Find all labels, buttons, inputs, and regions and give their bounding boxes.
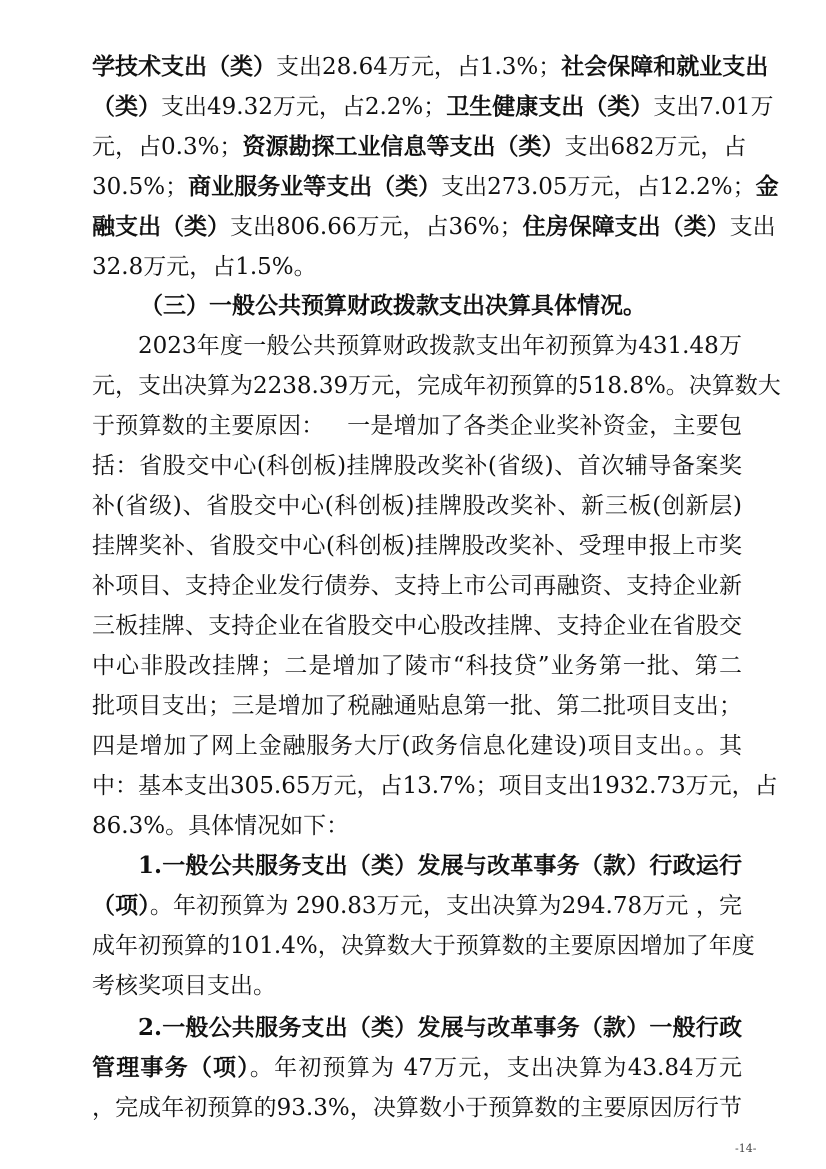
bold-text-run: 商业服务业等支出（类） [188, 173, 442, 200]
paragraph-line: 于预算数的主要原因： 一是增加了各类企业奖补资金，主要包 [92, 413, 742, 439]
paragraph-line: 2023年度一般公共预算财政拨款支出年初预算为431.48万 [138, 333, 742, 359]
page-number: -14- [735, 1142, 757, 1155]
text-run: 支出 [729, 214, 776, 240]
paragraph-line [92, 207, 776, 247]
bold-text-run: 2.一般公共服务支出（类）发展与改革事务（款）一般行政 [138, 1014, 742, 1041]
text-run: 支出7.01万 [653, 94, 774, 120]
text-run: 考核奖项目支出。 [92, 973, 276, 999]
text-run: 。年初预算为 290.83万元，支出决算为294.78万元 ，完 [149, 893, 743, 919]
bold-text-run: 1.一般公共服务支出（类）发展与改革事务（款）行政运行 [138, 852, 742, 879]
bold-text-run: 社会保障和就业支出 [561, 53, 769, 80]
paragraph-line: 批项目支出；三是增加了税融通贴息第一批、第二批项目支出； [92, 693, 742, 719]
paragraph-line: 元，支出决算为2238.39万元，完成年初预算的518.8%。决算数大 [92, 373, 781, 399]
bold-text-run: （类） [92, 93, 161, 120]
text-run: 支出28.64万元，占1.3%； [276, 54, 562, 80]
paragraph-line: 补(省级)、省股交中心(科创板)挂牌股改奖补、新三板(创新层) [92, 493, 742, 519]
text-run: 元，占0.3%； [92, 134, 243, 160]
paragraph-line [92, 167, 779, 207]
paragraph-line [92, 87, 774, 127]
text-run: 成年初预算的101.4%，决算数大于预算数的主要原因增加了年度 [92, 933, 755, 959]
bold-text-run: 管理事务（项） [92, 1054, 250, 1081]
text-run: 支出49.32万元，占2.2%； [161, 94, 447, 120]
text-run: 支出273.05万元，占12.2%； [441, 174, 756, 200]
paragraph-line: 中心非股改挂牌；二是增加了陵市“科技贷”业务第一批、第二 [92, 653, 742, 679]
paragraph-line [92, 127, 747, 167]
paragraph-line: 括：省股交中心(科创板)挂牌股改奖补(省级)、首次辅导备案奖 [92, 453, 742, 479]
bold-text-run: 卫生健康支出（类） [446, 93, 654, 120]
paragraph-line [92, 886, 742, 926]
paragraph-line: 86.3%。具体情况如下： [92, 813, 350, 839]
text-run: 支出806.66万元，占36%； [230, 214, 523, 240]
list-item-heading [138, 1008, 742, 1048]
paragraph-line [92, 47, 769, 87]
text-run: 30.5%； [92, 174, 189, 200]
bold-text-run: （项） [92, 892, 150, 919]
list-item-heading [138, 846, 742, 886]
section-heading: （三）一般公共预算财政拨款支出决算具体情况。 [140, 292, 646, 319]
paragraph-line: 挂牌奖补、省股交中心(科创板)挂牌股改奖补、受理申报上市奖 [92, 533, 742, 559]
text-run: ，完成年初预算的93.3%，决算数小于预算数的主要原因厉行节 [92, 1095, 742, 1121]
paragraph-line: 四是增加了网上金融服务大厅(政务信息化建设)项目支出。。其 [92, 733, 742, 759]
bold-text-run: 金 [755, 173, 779, 200]
bold-text-run: 学技术支出（类） [92, 53, 276, 80]
bold-text-run: 住房保障支出（类） [522, 213, 730, 240]
paragraph-line: 补项目、支持企业发行债券、支持上市公司再融资、支持企业新 [92, 573, 742, 599]
paragraph-line [92, 926, 755, 966]
paragraph-line [92, 1048, 742, 1088]
bold-text-run: 资源勘探工业信息等支出（类） [242, 133, 565, 160]
text-run: 。年初预算为 47万元，支出决算为43.84万元 [249, 1055, 742, 1081]
paragraph-line [92, 966, 742, 1006]
paragraph-line [92, 1088, 742, 1128]
paragraph-line [92, 247, 742, 287]
text-run: 支出682万元，占 [564, 134, 747, 160]
bold-text-run: 融支出（类） [92, 213, 230, 240]
paragraph-line: 中：基本支出305.65万元，占13.7%；项目支出1932.73万元，占 [92, 773, 778, 799]
paragraph-line: 三板挂牌、支持企业在省股交中心股改挂牌、支持企业在省股交 [92, 613, 742, 639]
text-run: 32.8万元，占1.5%。 [92, 254, 317, 280]
